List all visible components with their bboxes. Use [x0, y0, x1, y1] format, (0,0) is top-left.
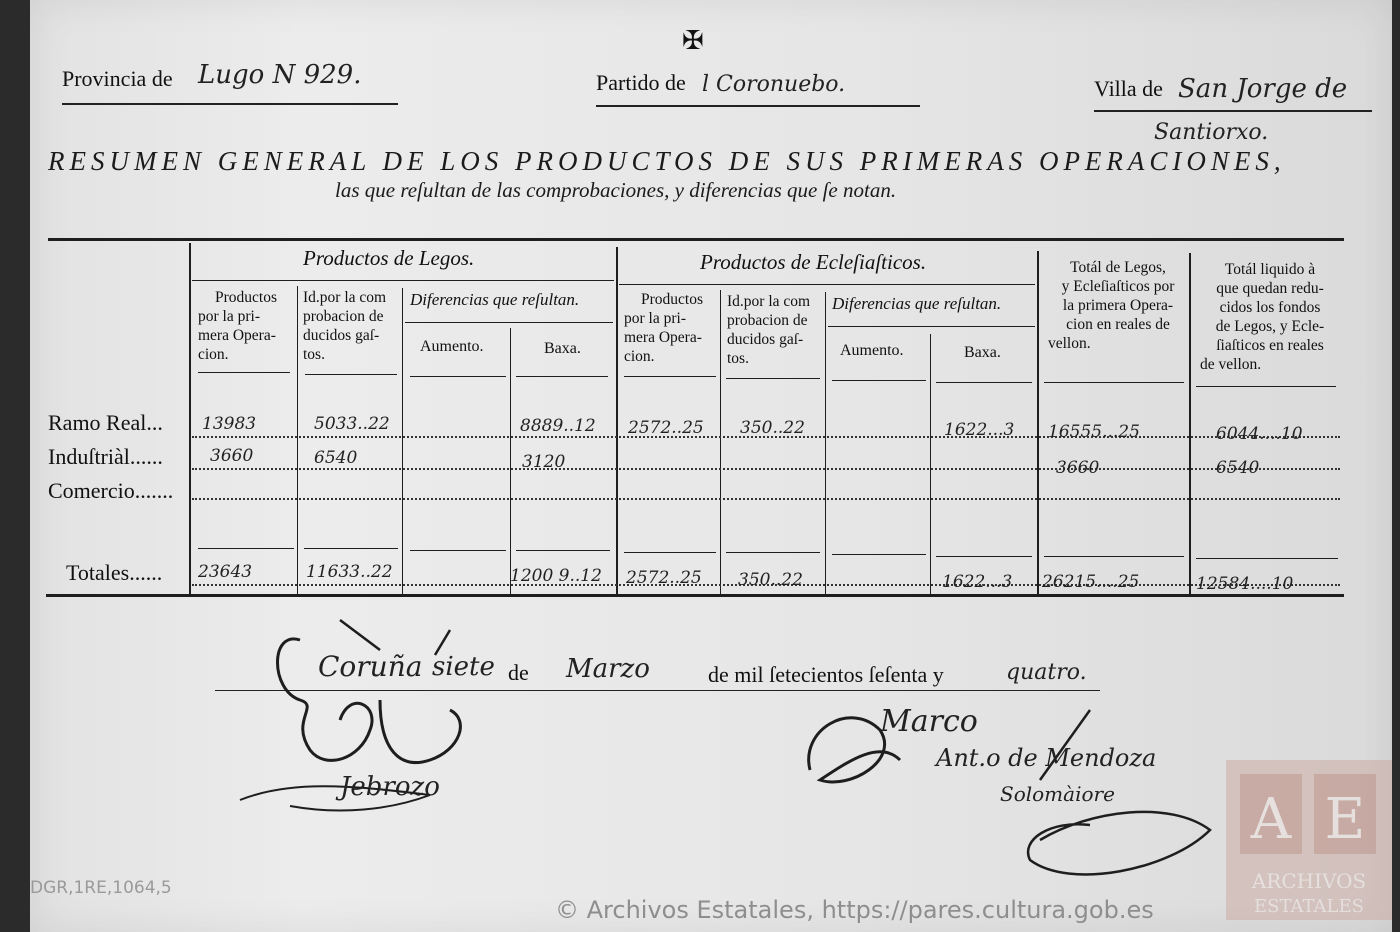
header-line: tos.: [303, 346, 325, 363]
legos-productos-header: [198, 288, 294, 364]
header-rule: [516, 376, 608, 377]
row-label-industrial: Induſtriàl......: [48, 444, 163, 469]
row-label-ramo-real: Ramo Real...: [48, 410, 163, 435]
subtotal-rule: [624, 552, 716, 553]
right-signature-line2: Ant.o de Mendoza: [936, 744, 1157, 772]
cross-icon: ✠: [682, 26, 704, 55]
cell-industrial-total: 3660: [1056, 458, 1100, 478]
cell-total-liquido: 12584....10: [1196, 574, 1294, 594]
cell-ramo-ecl-productos: 2572..25: [628, 418, 704, 438]
subtotal-rule: [726, 552, 820, 553]
header-line: por la pri-: [624, 310, 686, 327]
cell-ramo-ecl-baxa: 1622...3: [944, 420, 1015, 440]
header-line: mera Opera-: [198, 327, 276, 344]
header-rule: [305, 374, 397, 375]
date-de: de: [508, 660, 529, 685]
total-liquido-line: ſiaſticos en reales: [1216, 337, 1324, 354]
date-year: quatro.: [1006, 660, 1087, 685]
partido-underline: [596, 105, 920, 107]
date-place: Coruña: [318, 650, 423, 683]
header-rule: [726, 378, 820, 379]
cell-industrial-legos-baxa: 3120: [522, 452, 566, 472]
left-signature-name: Jebrozo: [340, 772, 440, 802]
partido-value: l Coronuebo.: [702, 72, 846, 97]
date-month: Marzo: [566, 654, 650, 684]
cell-industrial-legos-id: 6540: [314, 448, 358, 468]
total-legos-line: la primera Opera-: [1062, 297, 1174, 314]
col-divider-e2: [825, 292, 826, 594]
header-line: cion.: [624, 348, 655, 365]
header-rule: [1196, 386, 1336, 387]
cell-industrial-liquido: 6540: [1216, 458, 1260, 478]
subtotal-rule: [832, 554, 926, 555]
row-label-totales: Totales......: [66, 560, 163, 585]
total-legos-line: cion en reales de: [1066, 316, 1170, 333]
header-line: Productos: [641, 291, 703, 308]
table-top-rule: [48, 238, 1344, 241]
svg-text:ESTATALES: ESTATALES: [1254, 896, 1364, 917]
cell-total-legos-id: 11633..22: [306, 562, 393, 582]
subtotal-rule: [410, 550, 506, 551]
ecl-diferencias-header: Diferencias que reſultan.: [832, 294, 1002, 313]
subtotal-rule: [1044, 556, 1184, 557]
province-underline: [62, 103, 398, 105]
legos-diferencias-header: Diferencias que reſultan.: [410, 290, 580, 309]
cell-ramo-ecl-id: 350..22: [740, 418, 805, 438]
row-leader: [192, 468, 1340, 470]
ecl-productos-header: [624, 290, 720, 366]
subtotal-rule: [304, 548, 398, 549]
col-divider-l1: [297, 286, 298, 594]
ecl-baxa-header: Baxa.: [964, 344, 1001, 361]
legos-id-header: [303, 288, 401, 364]
cell-total-ecl-productos: 2572..25: [626, 568, 702, 588]
table-bottom-rule: [46, 594, 1344, 597]
total-liquido-line: de vellon.: [1200, 356, 1262, 373]
document-title: RESUMEN GENERAL DE LOS PRODUCTOS DE SUS PRIMERAS OPERACIONES,: [48, 146, 1286, 176]
legos-baxa-header: Baxa.: [544, 340, 581, 357]
total-legos-line: Totál de Legos,: [1070, 259, 1166, 276]
total-liquido-line: Totál liquido à: [1224, 261, 1316, 278]
ecl-diferencias-rule: [828, 326, 1035, 327]
col-divider-total-liquido: [1189, 253, 1191, 595]
cell-industrial-legos-productos: 3660: [210, 446, 254, 466]
total-liquido-line: que quedan redu-: [1216, 280, 1324, 297]
scan-left-border: [0, 0, 30, 932]
legos-diferencias-rule: [405, 322, 613, 323]
header-line: mera Opera-: [624, 329, 702, 346]
total-legos-header: [1048, 258, 1188, 353]
header-rule: [936, 382, 1032, 383]
cell-ramo-legos-productos: 13983: [202, 414, 257, 434]
group-eclesiasticos-header: Productos de Ecleſiaſticos.: [700, 250, 927, 274]
header-line: cion.: [198, 346, 229, 363]
total-legos-line: vellon.: [1048, 335, 1091, 352]
header-line: tos.: [727, 350, 749, 367]
scan-right-border: [1392, 0, 1400, 932]
header-line: Productos: [215, 289, 277, 306]
header-line: Id.por la com: [303, 289, 387, 306]
row-leader: [192, 498, 1340, 500]
header-line: probacion de: [303, 308, 384, 325]
villa-value-continued: Santiorxo.: [1154, 120, 1269, 145]
partido-label: Partido de: [596, 70, 686, 95]
villa-underline: [1094, 110, 1372, 112]
svg-text:E: E: [1324, 787, 1366, 852]
villa-value: San Jorge de: [1178, 74, 1348, 104]
header-line: ducidos gaſ-: [727, 331, 804, 348]
col-divider-e1: [720, 290, 721, 594]
col-divider-l2: [402, 288, 403, 594]
ecl-aumento-header: Aumento.: [840, 342, 904, 359]
total-liquido-line: de Legos, y Ecle-: [1215, 318, 1325, 335]
col-divider-e3: [930, 334, 931, 594]
subtotal-rule: [198, 548, 294, 549]
villa-label: Villa de: [1094, 76, 1163, 101]
date-day: siete: [432, 652, 495, 682]
cell-ramo-total: 16555...25: [1048, 422, 1140, 442]
copyright-notice: © Archivos Estatales, https://pares.cultura.gob.es: [555, 896, 1154, 924]
header-rule: [410, 376, 506, 377]
header-line: Id.por la com: [727, 293, 811, 310]
header-rule: [624, 376, 716, 377]
header-line: por la pri-: [198, 308, 260, 325]
cell-ramo-legos-baxa: 8889..12: [520, 416, 596, 436]
total-legos-line: y Ecleſiaſticos por: [1061, 278, 1175, 295]
cell-total-legos-baxa: 1200 9..12: [510, 566, 602, 586]
col-divider-l3: [510, 328, 511, 594]
group-legos-header: Productos de Legos.: [303, 246, 475, 270]
row-label-comercio: Comercio.......: [48, 478, 174, 503]
header-rule: [1044, 382, 1184, 383]
date-printed: de mil ſetecientos ſeſenta y: [708, 662, 944, 687]
group-legos-rule: [192, 280, 614, 281]
ecl-id-header: [727, 292, 825, 368]
cell-ramo-legos-id: 5033..22: [314, 414, 390, 434]
archive-reference: DGR,1RE,1064,5: [30, 878, 172, 898]
cell-total-legos-productos: 23643: [198, 562, 253, 582]
svg-text:ARCHIVOS: ARCHIVOS: [1251, 869, 1367, 893]
cell-ramo-liquido: 6044....10: [1216, 424, 1303, 444]
header-line: ducidos gaſ-: [303, 327, 380, 344]
document-subtitle: las que reſultan de las comprobaciones, y diferencias que ſe notan.: [335, 178, 897, 202]
cell-total-ecl-id: 350..22: [738, 570, 803, 590]
left-signature-flourish: [230, 610, 510, 840]
col-divider-label: [189, 243, 191, 595]
cell-total-total: 26215....25: [1042, 572, 1140, 592]
subtotal-rule: [516, 550, 610, 551]
province-value: Lugo N 929.: [198, 60, 362, 90]
province-label: Provincia de: [62, 66, 173, 91]
right-signature-line1: Marco: [880, 704, 978, 739]
header-rule: [198, 372, 290, 373]
col-divider-ecl-total: [1037, 251, 1039, 595]
total-liquido-line: cidos los fondos: [1219, 299, 1321, 316]
group-ecl-rule: [619, 284, 1035, 285]
svg-text:A: A: [1250, 787, 1292, 852]
cell-total-ecl-baxa: 1622...3: [942, 572, 1013, 592]
right-signature-line3: Solomàiore: [1000, 782, 1115, 806]
col-divider-legos-ecl: [616, 247, 618, 595]
archivos-estatales-logo: [1226, 760, 1392, 920]
subtotal-rule: [936, 556, 1032, 557]
total-liquido-header: [1200, 260, 1340, 374]
subtotal-rule: [1196, 558, 1338, 559]
header-line: probacion de: [727, 312, 808, 329]
header-rule: [832, 380, 926, 381]
legos-aumento-header: Aumento.: [420, 338, 484, 355]
